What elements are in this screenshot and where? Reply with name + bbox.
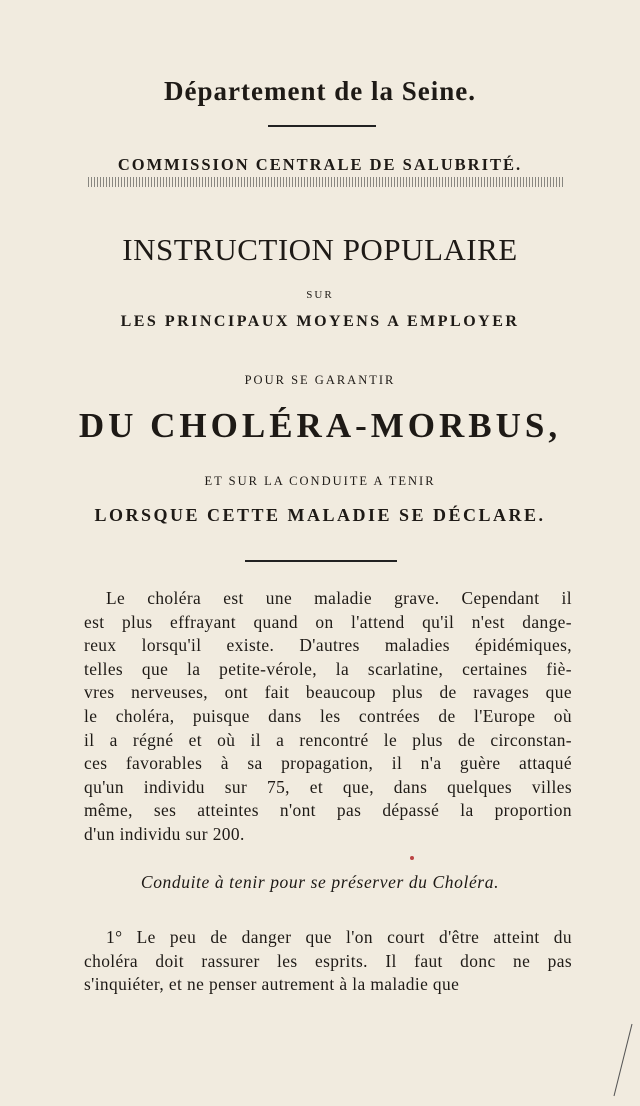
- text-line: il a régné et où il a rencontré le plus de circonstan-: [84, 729, 572, 750]
- lorsque-heading: LORSQUE CETTE MALADIE SE DÉCLARE.: [94, 505, 546, 525]
- text-line: 1° Le peu de danger que l'on court d'être atteint du: [106, 927, 572, 947]
- text-line: reux lorsqu'il existe. D'autres maladies épidémiques,: [84, 635, 572, 656]
- moyens-heading: LES PRINCIPAUX MOYENS A EMPLOYER: [120, 313, 520, 330]
- text-line: est plus effrayant quand on l'attend qu'il n'est dange-: [84, 611, 572, 632]
- text-line: telles que la petite-vérole, la scarlatine, certaines fiè-: [84, 658, 572, 679]
- header-rule: [268, 125, 376, 127]
- paragraph-intro: [84, 587, 572, 847]
- pencil-mark: [610, 1020, 634, 1100]
- text-line: vres nerveuses, ont fait beaucoup plus de ravages que: [84, 682, 572, 703]
- text-line: s'inquiéter, et ne penser autrement à la maladie que: [84, 974, 460, 995]
- conduite-label: ET SUR LA CONDUITE A TENIR: [204, 474, 436, 488]
- ornamental-border: [88, 177, 564, 187]
- ink-spot: [410, 856, 414, 860]
- sur-label: SUR: [306, 289, 334, 301]
- department-heading: Département de la Seine.: [164, 76, 476, 106]
- text-line: choléra doit rassurer les esprits. Il faut donc ne pas: [84, 950, 572, 971]
- section-rule: [245, 560, 397, 562]
- instruction-title: INSTRUCTION POPULAIRE: [122, 232, 518, 267]
- paragraph-rule-1: [84, 926, 572, 997]
- text-line: qu'un individu sur 75, et que, dans quelques villes: [84, 776, 572, 797]
- text-line: d'un individu sur 200.: [84, 823, 245, 844]
- text-line: Le choléra est une maladie grave. Cependant il: [106, 588, 572, 608]
- text-line: même, ses atteintes n'ont pas dépassé la proportion: [84, 800, 572, 821]
- pour-label: POUR SE GARANTIR: [244, 373, 396, 387]
- commission-heading: COMMISSION CENTRALE DE SALUBRITÉ.: [117, 155, 523, 174]
- section-title: Conduite à tenir pour se préserver du Choléra.: [140, 872, 500, 892]
- text-line: le choléra, puisque dans les contrées de l'Europe où: [84, 705, 572, 726]
- cholera-title: DU CHOLÉRA-MORBUS,: [78, 406, 562, 445]
- text-line: ces favorables à sa propagation, il n'a guère attaqué: [84, 753, 572, 774]
